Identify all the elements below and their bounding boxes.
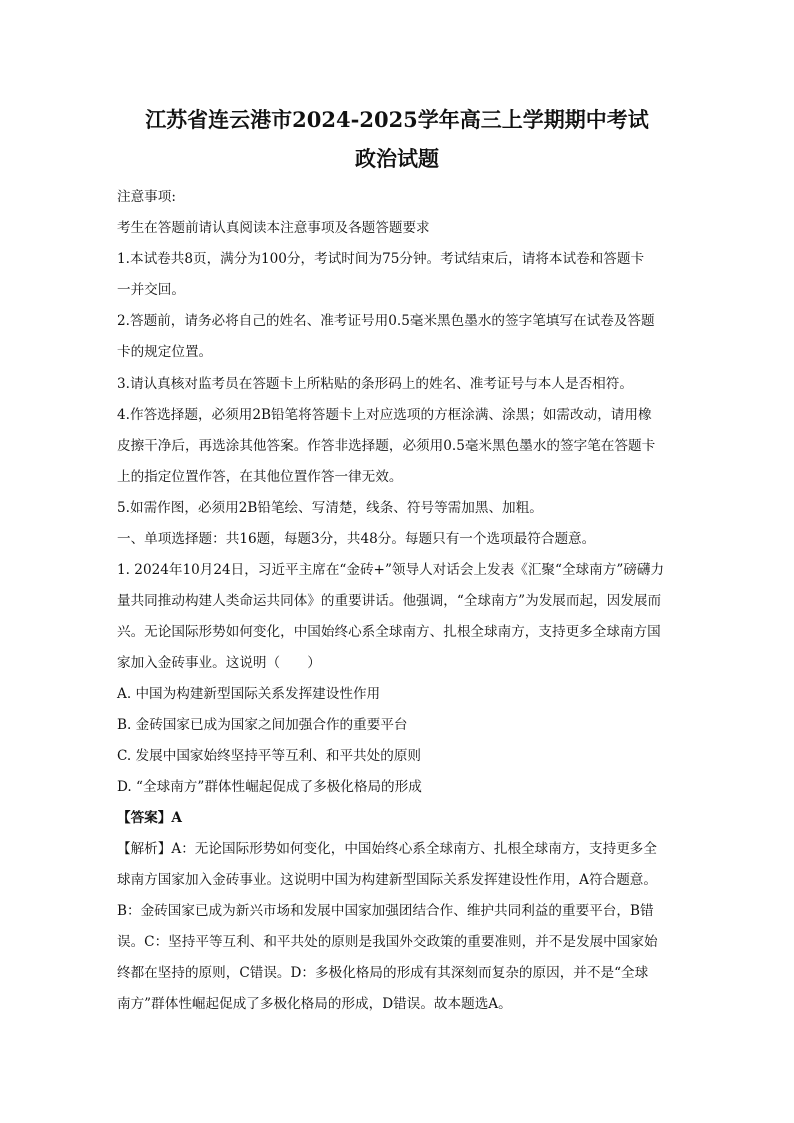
notice-intro: 考生在答题前请认真阅读本注意事项及各题答题要求: [117, 220, 430, 236]
notice-item-1-line-1: 1.本试卷共8页，满分为100分，考试时间为75分钟。考试结束后，请将本试卷和答题卡: [117, 251, 645, 267]
question-stem-line-2: 量共同推动构建人类命运共同体》的重要讲话。他强调，“全球南方”为发展而起，因发展而: [117, 593, 662, 609]
analysis-line-3: B：金砖国家已成为新兴市场和发展中国家加强团结合作、维护共同利益的重要平台，B错: [117, 903, 654, 919]
notice-item-1-line-2: 一并交回。: [117, 282, 185, 298]
analysis-line-1: 【解析】A：无论国际形势如何变化，中国始终心系全球南方、扎根全球南方，支持更多全: [117, 841, 657, 857]
analysis-line-6: 南方”群体性崛起促成了多极化格局的形成，D错误。故本题选A。: [117, 996, 512, 1012]
option-c: C. 发展中国家始终坚持平等互利、和平共处的原则: [117, 748, 422, 764]
notice-item-4-line-1: 4.作答选择题，必须用2B铅笔将答题卡上对应选项的方框涂满、涂黑；如需改动，请用橡: [117, 407, 652, 423]
document-title: 江苏省连云港市2024-2025学年高三上学期期中考试: [145, 107, 649, 132]
notice-heading: 注意事项:: [117, 189, 176, 205]
notice-item-4-line-2: 皮擦干净后，再选涂其他答案。作答非选择题，必须用0.5毫米黑色墨水的签字笔在答题卡: [117, 438, 656, 454]
notice-item-5-line-1: 5.如需作图，必须用2B铅笔绘、写清楚，线条、符号等需加黑、加粗。: [117, 500, 543, 516]
document-subtitle: 政治试题: [355, 146, 439, 171]
notice-item-2-line-1: 2.答题前，请务必将自己的姓名、准考证号用0.5毫米黑色墨水的签字笔填写在试卷及答题: [117, 313, 655, 329]
notice-item-3-line-1: 3.请认真核对监考员在答题卡上所粘贴的条形码上的姓名、准考证号与本人是否相符。: [117, 376, 633, 392]
notice-item-4-line-3: 上的指定位置作答，在其他位置作答一律无效。: [117, 469, 403, 485]
question-stem-line-4: 家加入金砖事业。这说明（ ）: [117, 655, 321, 671]
question-stem-line-1: 1. 2024年10月24日，习近平主席在“金砖+”领导人对话会上发表《汇聚“全球南方”磅礴力: [117, 562, 665, 578]
analysis-line-4: 误。C：坚持平等互利、和平共处的原则是我国外交政策的重要准则，并不是发展中国家始: [117, 934, 658, 950]
analysis-line-5: 终都在坚持的原则，C错误。D：多极化格局的形成有其深刻而复杂的原因，并不是“全球: [117, 965, 649, 981]
section-heading: 一、单项选择题：共16题，每题3分，共48分。每题只有一个选项最符合题意。: [117, 531, 596, 547]
option-b: B. 金砖国家已成为国家之间加强合作的重要平台: [117, 717, 408, 733]
option-a: A. 中国为构建新型国际关系发挥建设性作用: [117, 686, 381, 702]
answer-line: 【答案】A: [117, 810, 182, 826]
notice-item-2-line-2: 卡的规定位置。: [117, 344, 213, 360]
question-stem-line-3: 兴。无论国际形势如何变化，中国始终心系全球南方、扎根全球南方，支持更多全球南方国: [117, 624, 661, 640]
option-d: D. “全球南方”群体性崛起促成了多极化格局的形成: [117, 779, 422, 795]
analysis-line-2: 球南方国家加入金砖事业。这说明中国为构建新型国际关系发挥建设性作用，A符合题意。: [117, 872, 657, 888]
